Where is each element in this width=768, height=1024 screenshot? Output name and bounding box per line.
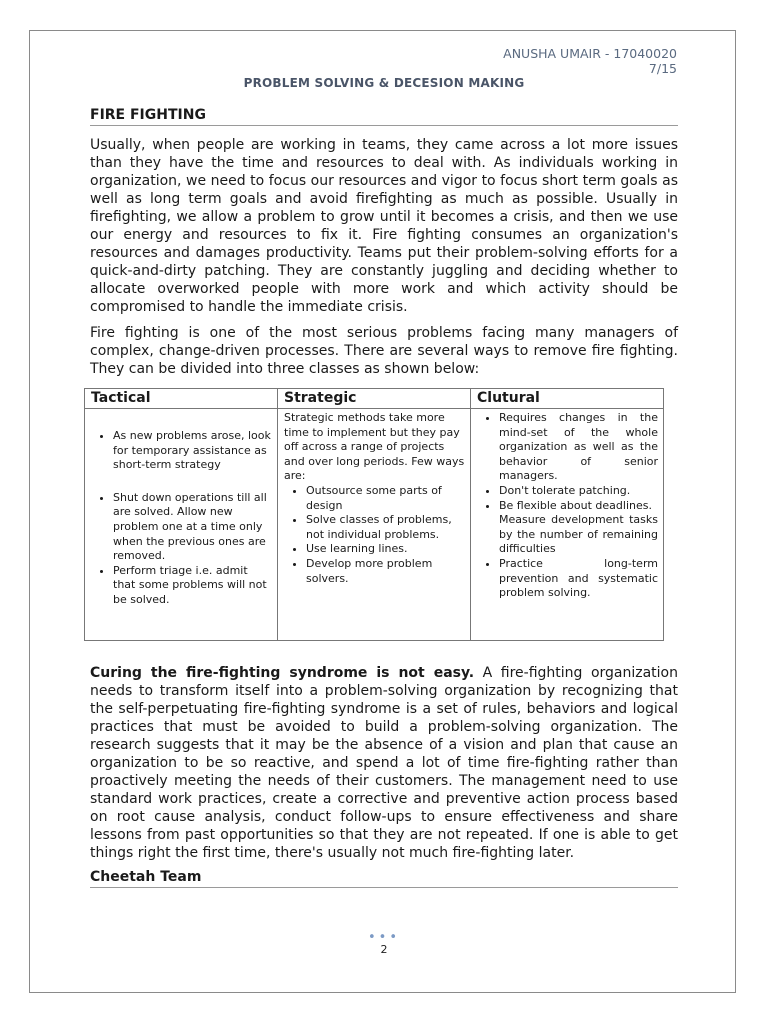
list-item-text: Be flexible about deadlines. — [499, 498, 652, 512]
strategic-list — [284, 484, 465, 586]
table-row — [85, 409, 664, 641]
list-item: • Requires changes in the mind-set of the whole organization as well as the behavior of senior managers. — [499, 411, 658, 484]
list-item: • Perform triage i.e. admit that some problems will not be solved. — [113, 564, 272, 608]
section-heading-cheetah-team: Cheetah Team — [90, 869, 678, 888]
table-header-row — [85, 389, 664, 409]
tactical-list — [91, 491, 272, 608]
cultural-cell — [471, 409, 664, 641]
table-header-cultural: Clutural — [471, 389, 664, 409]
list-item-continuation: Measure development tasks by the number of remaining difficulties — [499, 513, 658, 556]
page-ratio: 7/15 — [648, 61, 677, 76]
document-title: PROBLEM SOLVING & DECESION MAKING — [243, 76, 525, 90]
paragraph-curing-syndrome — [90, 664, 678, 862]
paragraph-fire-fighting-classes: Fire fighting is one of the most serious problems facing many managers of complex, change-driven processes. There are several ways to remove fire fighting. They can be divided into three classes as shown below: — [90, 325, 678, 377]
document-header — [503, 46, 677, 76]
page-number: 2 — [380, 943, 388, 956]
list-item: • As new problems arose, look for temporary assistance as short-term strategy — [113, 429, 272, 473]
table-header-tactical: Tactical — [85, 389, 278, 409]
table-header-strategic: Strategic — [278, 389, 471, 409]
section-heading-fire-fighting: FIRE FIGHTING — [90, 107, 678, 126]
paragraph-fire-fighting-intro: Usually, when people are working in teams, they came across a lot more issues than they have the time and resources to deal with. As individuals working in organization, we need to focus our resources and vigor to focus short term goals as well as long term goals and avoid firefighting as much as possible. Usually in firefighting, we allow a problem to grow until it becomes a crisis, and then we use our energy and resources to fix it. Fire fighting consumes an organization's resources and damages productivity. Teams put their problem-solving efforts for a quick-and-dirty patching. They are constantly juggling and deciding whether to allocate overworked people with more work and which activity should be compromised to handle the immediate crisis. — [90, 137, 678, 315]
strategic-intro: Strategic methods take more time to implement but they pay off across a range of projects and over long periods. Few ways are: — [284, 411, 465, 483]
list-item: • Use learning lines. — [306, 542, 465, 557]
classes-table — [84, 388, 664, 641]
list-item: • Outsource some parts of design — [306, 484, 465, 513]
bold-lead: Curing the fire-fighting syndrome is not easy. — [90, 665, 475, 681]
author-line: ANUSHA UMAIR - 17040020 — [503, 46, 677, 61]
tactical-list — [91, 429, 272, 473]
paragraph-body: A fire-fighting organization needs to transform itself into a problem-solving organization by recognizing that the self-perpetuating fire-fighting syndrome is a set of rules, behaviors and logical practices that must be avoided to build a problem-solving organization. The research suggests that it may be the absence of a vision and plan that cause an organization to be so reactive, and spend a lot of time fire-fighting rather than proactively meeting the needs of their customers. The management need to use standard work practices, create a corrective and preventive action process based on root cause analysis, conduct follow-ups to ensure effectiveness and share lessons from past opportunities so that they are not repeated. If one is able to get things right the first time, there's usually not much fire-fighting later. — [90, 665, 678, 861]
list-item: • Develop more problem solvers. — [306, 557, 465, 586]
list-item: • Practice long-term prevention and systematic problem solving. — [499, 557, 658, 601]
list-item — [499, 499, 658, 557]
cultural-list — [477, 411, 658, 601]
list-item: • Solve classes of problems, not individual problems. — [306, 513, 465, 542]
strategic-cell — [278, 409, 471, 641]
list-item: • Don't tolerate patching. — [499, 484, 658, 499]
footer-dots-icon: ••• — [367, 930, 400, 945]
tactical-cell — [85, 409, 278, 641]
list-item: • Shut down operations till all are solved. Allow new problem one at a time only when the previous ones are removed. — [113, 491, 272, 564]
